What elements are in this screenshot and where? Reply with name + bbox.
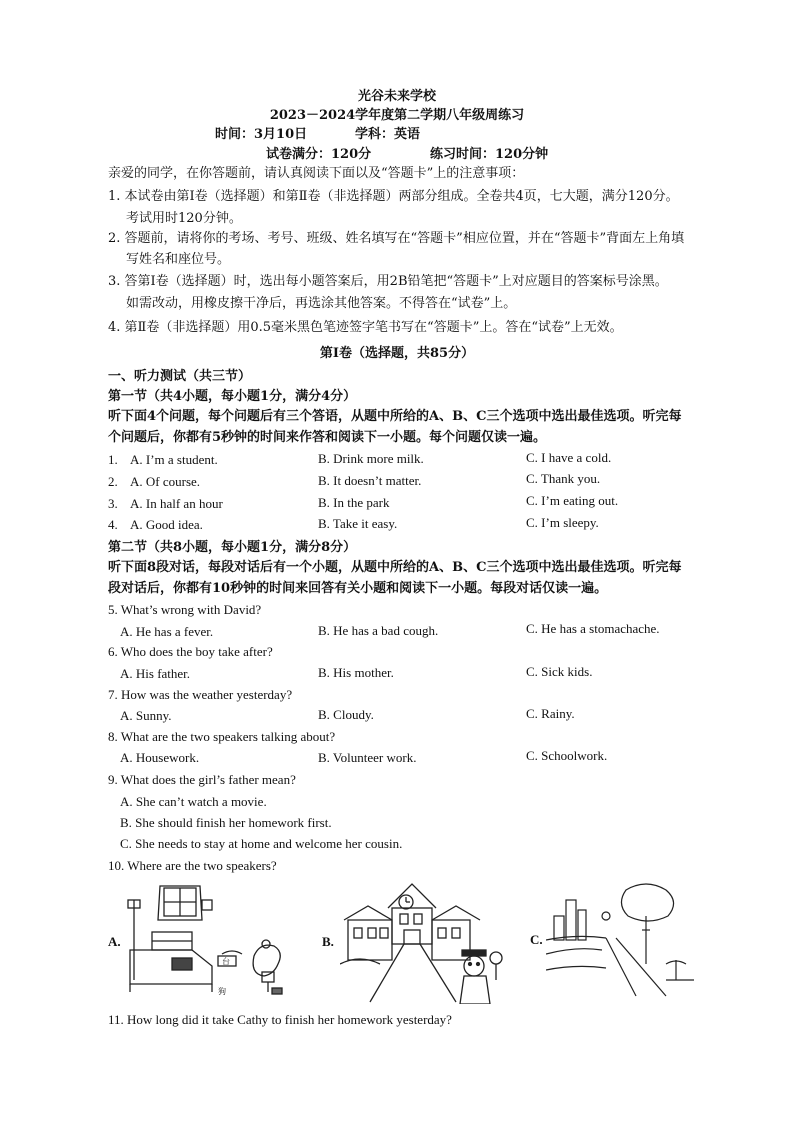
q6-option-a: A. His father. <box>120 666 191 681</box>
school-picture <box>340 880 520 1004</box>
q7-option-a: A. Sunny. <box>120 708 172 723</box>
exam-subject: 学科：英语 <box>355 127 421 142</box>
svg-text:台: 台 <box>222 957 230 966</box>
q7-option-c: C. Rainy. <box>526 706 575 721</box>
q5-stem: 5. What’s wrong with David? <box>108 602 262 617</box>
q10-option-c-label: C. <box>530 932 543 947</box>
q1-number: 1. <box>108 452 118 467</box>
sub2-instruction-1: 听下面8段对话，每段对话后有一个小题，从题中所给的A、B、C三个选项中选出最佳选项。听完每 <box>108 560 682 575</box>
q8-option-b: B. Volunteer work. <box>318 750 417 765</box>
part1-title: 第Ⅰ卷（选择题，共85分） <box>319 346 475 361</box>
bedroom-picture <box>122 880 302 1002</box>
q4-option-c: C. I’m sleepy. <box>526 515 599 530</box>
q8-option-c: C. Schoolwork. <box>526 748 608 763</box>
q2-option-b: B. It doesn’t matter. <box>318 473 422 488</box>
q9-option-a: A. She can’t watch a movie. <box>120 794 267 809</box>
greeting: 亲爱的同学，在你答题前，请认真阅读下面以及“答题卡”上的注意事项： <box>108 166 525 181</box>
q8-stem: 8. What are the two speakers talking about? <box>108 729 336 744</box>
sub1-title: 第一节（共4小题，每小题1分，满分4分） <box>108 389 357 404</box>
sub1-instruction-2: 个问题后，你都有5秒钟的时间来作答和阅读下一小题。每个问题仅读一遍。 <box>108 430 547 445</box>
sub2-instruction-2: 段对话后，你都有10秒钟的时间来回答有关小题和阅读下一小题。每段对话仅读一遍。 <box>108 581 608 596</box>
svg-text:狗: 狗 <box>218 987 226 996</box>
q9-option-b: B. She should finish her homework first. <box>120 815 332 830</box>
q10-option-b-label: B. <box>322 934 334 949</box>
q2-option-c: C. Thank you. <box>526 471 601 486</box>
q4-option-b: B. Take it easy. <box>318 516 398 531</box>
sub1-instruction-1: 听下面4个问题，每个问题后有三个答语，从题中所给的A、B、C三个选项中选出最佳选项。听完每 <box>108 409 682 424</box>
q1-option-b: B. Drink more milk. <box>318 451 424 466</box>
sub2-title: 第二节（共8小题，每小题1分，满分8分） <box>108 540 357 555</box>
q7-stem: 7. How was the weather yesterday? <box>108 687 293 702</box>
q11-stem: 11. How long did it take Cathy to finish her homework yesterday? <box>108 1012 452 1027</box>
q3-option-c: C. I’m eating out. <box>526 493 619 508</box>
q4-option-a: A. Good idea. <box>130 517 203 532</box>
note-2-line1: 2. 答题前，请将你的考场、考号、班级、姓名填写在“答题卡”相应位置，并在“答题卡”背面左上角填 <box>108 231 685 246</box>
q6-option-c: C. Sick kids. <box>526 664 593 679</box>
section1-title: 一、听力测试（共三节） <box>108 369 252 384</box>
q4-number: 4. <box>108 517 118 532</box>
exam-date: 时间：3月10日 <box>215 127 308 142</box>
q8-option-a: A. Housework. <box>120 750 200 765</box>
note-2-line2: 写姓名和座位号。 <box>126 252 231 267</box>
exam-title: 2023－2024学年度第二学期八年级周练习 <box>269 108 525 123</box>
q9-option-c: C. She needs to stay at home and welcome her cousin. <box>120 836 403 851</box>
q5-option-a: A. He has a fever. <box>120 624 214 639</box>
q6-option-b: B. His mother. <box>318 665 394 680</box>
q3-number: 3. <box>108 496 118 511</box>
q5-option-c: C. He has a stomachache. <box>526 621 660 636</box>
q2-option-a: A. Of course. <box>130 474 201 489</box>
q1-option-c: C. I have a cold. <box>526 450 612 465</box>
q1-option-a: A. I’m a student. <box>130 452 218 467</box>
note-3-line2: 如需改动，用橡皮擦干净后，再选涂其他答案。不得答在“试卷”上。 <box>126 296 517 311</box>
note-4-line1: 4. 第Ⅱ卷（非选择题）用0.5毫米黑色笔迹签字笔书写在“答题卡”上。答在“试卷”上无效。 <box>108 320 623 335</box>
full-score: 试卷满分：120分 <box>266 147 372 162</box>
school-name: 光谷未来学校 <box>357 89 436 104</box>
park-picture <box>546 880 696 1000</box>
duration: 练习时间：120分钟 <box>430 147 549 162</box>
q6-stem: 6. Who does the boy take after? <box>108 644 273 659</box>
note-1-line1: 1. 本试卷由第Ⅰ卷（选择题）和第Ⅱ卷（非选择题）两部分组成。全卷共4页，七大题，满分120分。 <box>108 189 679 204</box>
q10-option-a-label: A. <box>108 934 121 949</box>
q7-option-b: B. Cloudy. <box>318 707 374 722</box>
q9-stem: 9. What does the girl’s father mean? <box>108 772 296 787</box>
q2-number: 2. <box>108 474 118 489</box>
q10-stem: 10. Where are the two speakers? <box>108 858 277 873</box>
q3-option-b: B. In the park <box>318 495 390 510</box>
note-3-line1: 3. 答第Ⅰ卷（选择题）时，选出每小题答案后，用2B铅笔把“答题卡”上对应题目的答案标号涂黑。 <box>108 274 668 289</box>
q5-option-b: B. He has a bad cough. <box>318 623 439 638</box>
note-1-line2: 考试用时120分钟。 <box>126 211 242 226</box>
q3-option-a: A. In half an hour <box>130 496 223 511</box>
